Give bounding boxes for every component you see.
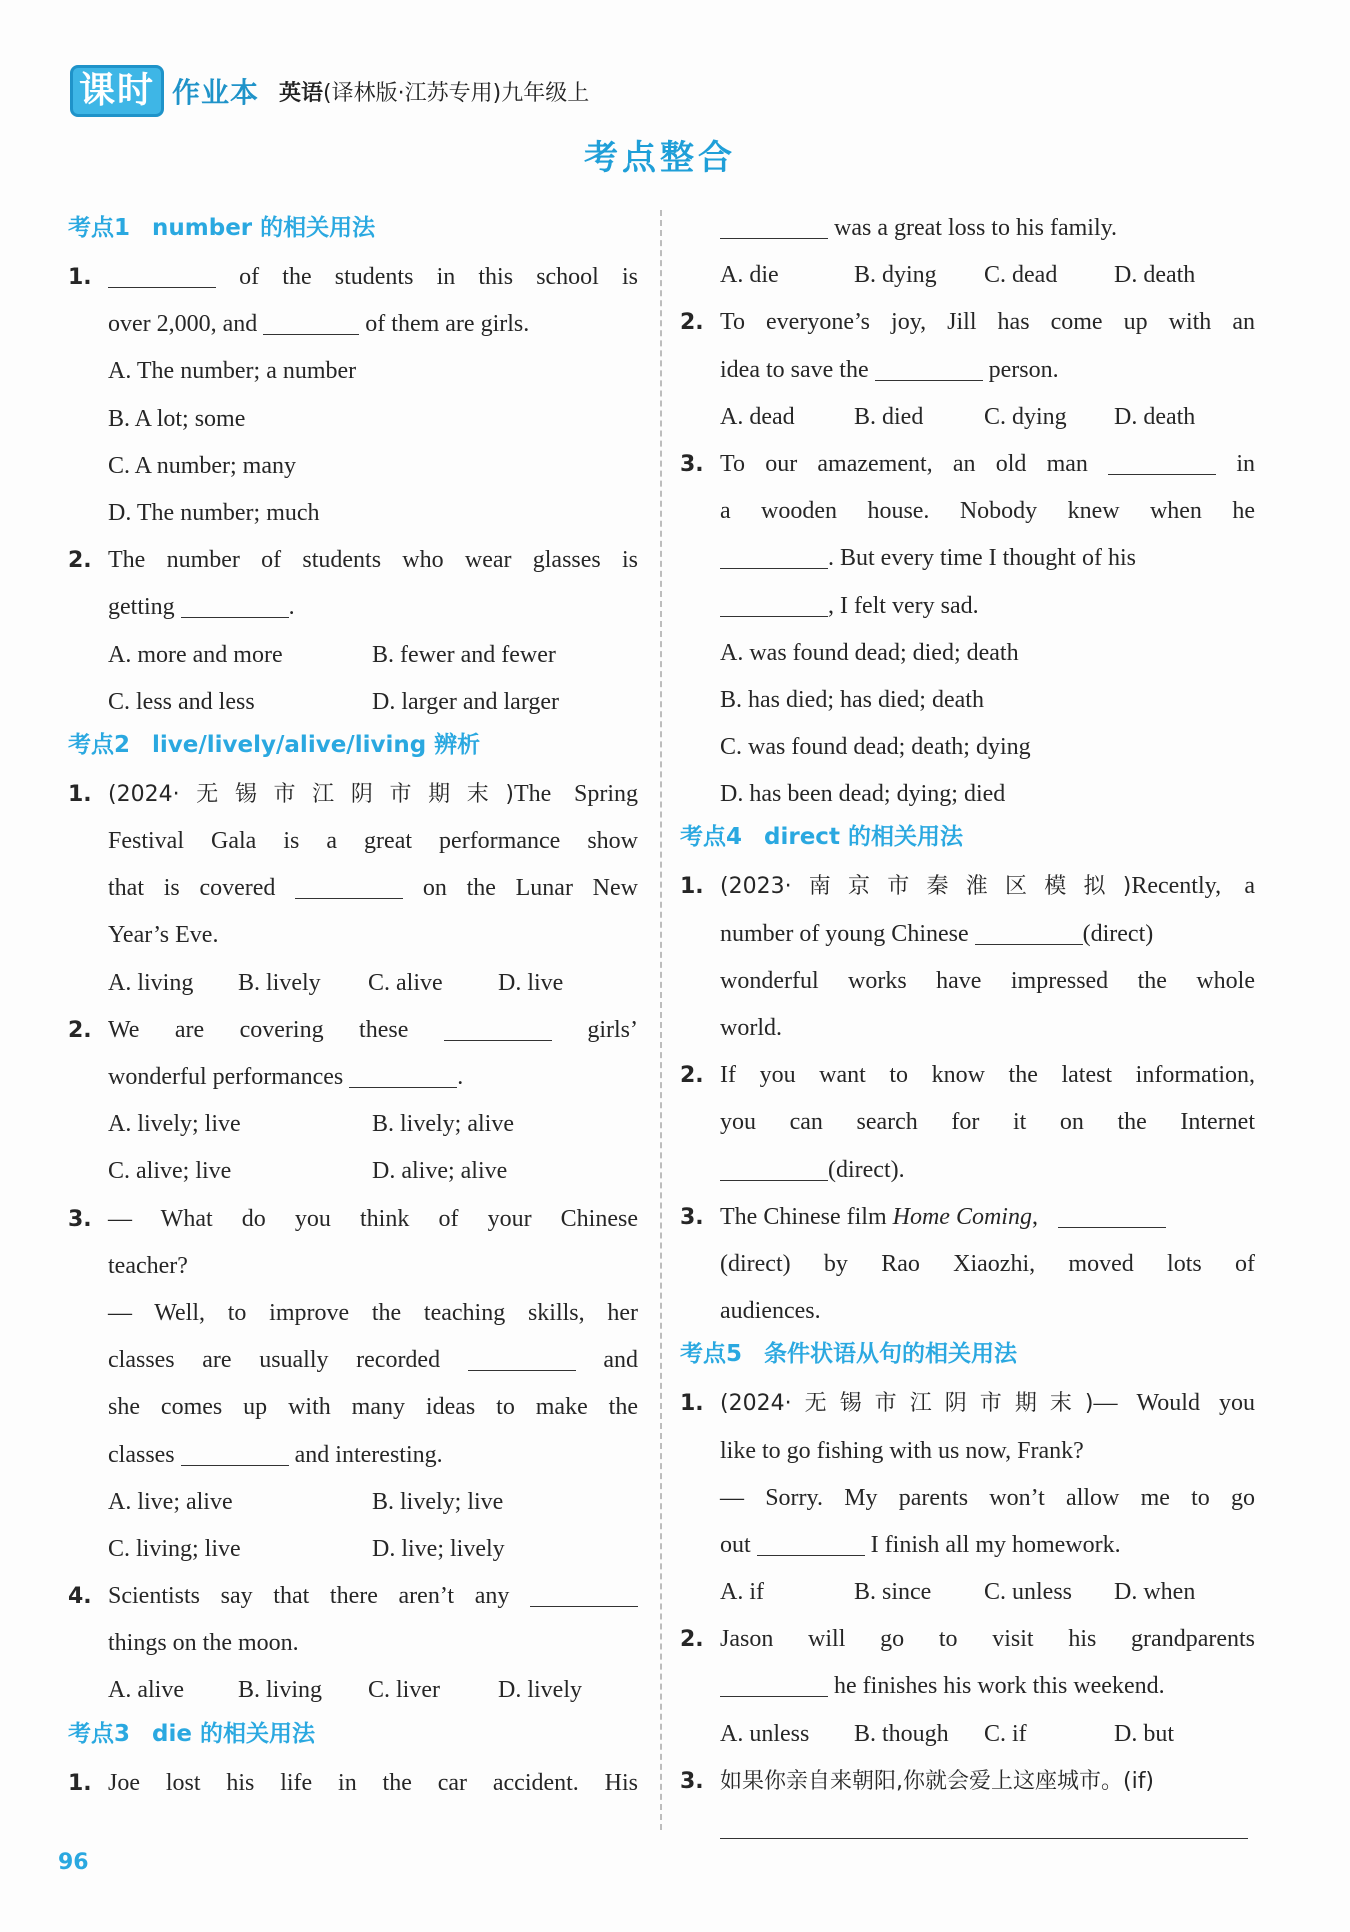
answer-blank[interactable]: [530, 1577, 638, 1607]
options-row: [680, 252, 1255, 299]
option-c[interactable]: C. dying: [984, 403, 1067, 430]
right-column: [680, 205, 1255, 1839]
question-line: audiences.: [720, 1298, 821, 1325]
question-line: — Well, to improve the teaching skills, her: [108, 1299, 638, 1326]
question-text: The Chinese film: [720, 1203, 887, 1230]
question-line: [680, 1522, 1255, 1569]
logo: [70, 65, 259, 117]
question-text: person.: [988, 356, 1059, 383]
question-number: 1.: [68, 781, 92, 807]
question-text: (direct).: [828, 1156, 905, 1183]
option-a[interactable]: A. live; alive: [108, 1488, 233, 1515]
question-text: in: [1236, 450, 1256, 477]
question-text: of the students in this school is: [239, 264, 639, 290]
question-text: and interesting.: [294, 1441, 443, 1468]
question-text: Recently, a: [1131, 873, 1255, 900]
question-text: The Spring: [514, 780, 638, 807]
question-line: [68, 1573, 638, 1620]
question-source: (2024·无锡市江阴市期末): [720, 1391, 1094, 1417]
option-c[interactable]: C. liver: [368, 1677, 440, 1704]
question-number: 2.: [680, 310, 704, 336]
question-line: [680, 205, 1255, 252]
answer-blank[interactable]: [875, 351, 983, 381]
option-c[interactable]: C. alive; live: [108, 1158, 232, 1185]
section-heading: direct 的相关用法: [764, 824, 963, 851]
option-a[interactable]: A. dead: [720, 403, 795, 430]
answer-blank[interactable]: [181, 588, 289, 618]
question-number: 1.: [68, 265, 92, 290]
question-line: world.: [720, 1015, 782, 1041]
option-d[interactable]: D. alive; alive: [372, 1158, 508, 1185]
answer-blank[interactable]: [263, 305, 359, 335]
question-number: 3.: [680, 1204, 704, 1230]
question-text: getting: [108, 594, 175, 621]
question-text: (direct): [1082, 920, 1154, 947]
page-title: 考点整合: [584, 138, 736, 178]
question-text: of them are girls.: [365, 311, 530, 338]
option-a[interactable]: A. if: [720, 1579, 764, 1606]
question-line: [680, 347, 1255, 394]
options-row: [68, 1148, 638, 1195]
option-d[interactable]: D. live; lively: [372, 1535, 505, 1562]
question-text: Joe lost his life in the car accident. His: [108, 1769, 638, 1796]
question-text: over 2,000, and: [108, 311, 258, 338]
question-line: [680, 299, 1255, 346]
options-row: [68, 960, 638, 1007]
question-text: out: [720, 1531, 751, 1558]
answer-blank[interactable]: [720, 209, 828, 239]
option-d[interactable]: D. larger and larger: [372, 688, 560, 715]
option-c[interactable]: C. unless: [984, 1579, 1073, 1606]
options-row: [68, 1101, 638, 1148]
question-number: 1.: [68, 1770, 92, 1796]
question-line: teacher?: [108, 1252, 188, 1279]
question-line: — Sorry. My parents won’t allow me to go: [720, 1484, 1255, 1511]
options-row: [68, 1667, 638, 1714]
answer-blank[interactable]: [720, 539, 828, 569]
column-divider: [660, 210, 662, 1830]
question-text: . But every time I thought of his: [828, 545, 1136, 572]
section-5-title: [680, 1331, 1255, 1377]
answer-blank[interactable]: [1058, 1198, 1166, 1228]
question-line: like to go fishing with us now, Frank?: [720, 1437, 1084, 1464]
question-text: classes: [108, 1441, 175, 1468]
option-c[interactable]: C. dead: [984, 262, 1058, 289]
question-line: [68, 771, 638, 818]
book-info: [279, 76, 589, 107]
option-b[interactable]: B. living: [238, 1677, 323, 1704]
question-text: The number of students who wear glasses is: [108, 547, 638, 574]
question-text: Scientists say that there aren’t any: [108, 1583, 510, 1610]
option-b[interactable]: B. fewer and fewer: [372, 641, 556, 668]
section-heading: die 的相关用法: [152, 1720, 315, 1747]
answer-blank[interactable]: [181, 1436, 289, 1466]
option-d[interactable]: D. The number; much: [108, 499, 320, 526]
question-line: [680, 535, 1255, 582]
question-line: [680, 1052, 1255, 1099]
question-source: (2024·无锡市江阴市期末): [108, 781, 515, 807]
question-line: [68, 537, 638, 584]
option-a[interactable]: A. lively; live: [108, 1111, 241, 1138]
option-c[interactable]: C. alive: [368, 969, 443, 996]
question-source: (2023·南京市秦淮区模拟): [720, 874, 1132, 900]
section-number: 考点5: [680, 1341, 743, 1368]
question-text: girls’: [587, 1016, 639, 1043]
film-title: Home Coming: [892, 1203, 1032, 1230]
logo-sub: 作业本: [172, 76, 260, 109]
option-d[interactable]: D. death: [1114, 262, 1196, 289]
option-d[interactable]: D. when: [1114, 1579, 1196, 1606]
answer-blank[interactable]: [975, 915, 1083, 945]
page-number: 96: [58, 1850, 89, 1875]
option-a[interactable]: A. die: [720, 262, 779, 289]
option-b[interactable]: B. lively; live: [372, 1488, 504, 1515]
question-number: 3.: [680, 451, 704, 477]
question-text: .: [288, 594, 295, 621]
question-text: I finish all my homework.: [870, 1531, 1121, 1558]
options-row: [680, 1569, 1255, 1616]
question-text: that is covered: [108, 875, 276, 902]
options-row: [68, 1526, 638, 1573]
question-number: 2.: [68, 548, 92, 574]
question-text: If you want to know the latest information,: [720, 1062, 1255, 1089]
question-number: 3.: [680, 1768, 704, 1794]
question-line: [680, 1380, 1255, 1427]
question-line: [68, 584, 638, 631]
question-text: idea to save the: [720, 356, 869, 383]
question-text: on the Lunar New: [422, 875, 638, 902]
options-row: [680, 1711, 1255, 1758]
question-line: [680, 1758, 1255, 1805]
question-line: you can search for it on the Internet: [720, 1109, 1255, 1136]
option-b[interactable]: B. lively: [238, 969, 321, 996]
question-line: [68, 1007, 638, 1054]
question-line: [68, 1337, 638, 1384]
option-a[interactable]: A. alive: [108, 1677, 184, 1704]
question-line: a wooden house. Nobody knew when he: [720, 498, 1255, 525]
option-d[interactable]: D. live: [498, 969, 564, 996]
answer-blank[interactable]: [349, 1058, 457, 1088]
option-d[interactable]: D. death: [1114, 403, 1196, 430]
section-number: 考点3: [68, 1720, 131, 1747]
header: [70, 66, 589, 116]
question-line: wonderful works have impressed the whole: [720, 967, 1255, 994]
option-b[interactable]: B. lively; alive: [372, 1111, 514, 1138]
option-c[interactable]: C. less and less: [108, 688, 255, 715]
section-4-title: [680, 814, 1255, 860]
question-text: number of young Chinese: [720, 920, 969, 947]
question-line: [68, 1196, 638, 1243]
question-text: Jason will go to visit his grandparents: [720, 1626, 1255, 1653]
option-a[interactable]: A. The number; a number: [108, 358, 357, 385]
question-text: To everyone’s joy, Jill has come up with an: [720, 309, 1255, 336]
question-line: [68, 1760, 638, 1807]
question-number: 1.: [680, 874, 704, 900]
edition: (译林版·江苏专用)九年级上: [323, 80, 590, 106]
question-text: classes are usually recorded: [108, 1347, 441, 1374]
answer-blank[interactable]: [720, 1667, 828, 1697]
question-line: [68, 1432, 638, 1479]
option-d[interactable]: D. but: [1114, 1720, 1174, 1747]
options-row: [68, 632, 638, 679]
option-a[interactable]: A. was found dead; died; death: [720, 639, 1019, 666]
question-text: — What do you think of your Chinese: [108, 1205, 638, 1232]
section-1-title: [68, 205, 638, 251]
question-text: was a great loss to his family.: [834, 215, 1118, 241]
question-line: [68, 254, 638, 301]
answer-blank[interactable]: [108, 258, 216, 288]
options-row: [68, 679, 638, 726]
option-d[interactable]: D. lively: [498, 1677, 582, 1704]
question-text: We are covering these: [108, 1016, 409, 1043]
question-line: [680, 1147, 1255, 1194]
question-text: .: [457, 1064, 464, 1090]
option-b[interactable]: B. has died; has died; death: [720, 686, 984, 713]
answer-blank[interactable]: [1108, 445, 1216, 475]
question-text: 如果你亲自来朝阳,你就会爱上这座城市。(if): [720, 1768, 1155, 1794]
question-text: and: [603, 1347, 638, 1374]
answer-blank[interactable]: [444, 1011, 552, 1041]
option-b[interactable]: B. A lot; some: [108, 405, 246, 432]
question-line: [680, 1194, 1255, 1241]
question-line: [680, 441, 1255, 488]
question-line: [680, 911, 1255, 958]
question-number: 2.: [68, 1017, 92, 1043]
question-line: [68, 865, 638, 912]
answer-blank[interactable]: [468, 1341, 576, 1371]
option-d[interactable]: D. has been dead; dying; died: [720, 781, 1006, 808]
question-line: [680, 1616, 1255, 1663]
option-b[interactable]: B. dying: [854, 262, 937, 289]
option-b[interactable]: B. though: [854, 1720, 949, 1747]
subject: 英语: [279, 80, 324, 106]
section-number: 考点2: [68, 731, 131, 758]
option-a[interactable]: A. more and more: [108, 641, 283, 668]
question-line: [68, 1054, 638, 1101]
section-number: 考点4: [680, 824, 743, 851]
answer-blank[interactable]: [720, 587, 828, 617]
section-heading: number 的相关用法: [152, 215, 376, 241]
question-line: [680, 1663, 1255, 1710]
option-c[interactable]: C. if: [984, 1720, 1027, 1747]
section-2-title: [68, 722, 638, 768]
question-number: 2.: [680, 1063, 704, 1089]
option-b[interactable]: B. since: [854, 1579, 932, 1606]
question-text: ,: [1031, 1203, 1038, 1230]
question-line: (direct) by Rao Xiaozhi, moved lots of: [720, 1250, 1255, 1277]
question-line: things on the moon.: [108, 1630, 299, 1657]
question-number: 1.: [680, 1391, 704, 1417]
translation-answer-line[interactable]: [720, 1805, 1248, 1839]
options-row: [68, 1479, 638, 1526]
option-b[interactable]: B. died: [854, 403, 924, 430]
question-number: 4.: [68, 1584, 92, 1610]
question-text: , I felt very sad.: [828, 592, 979, 619]
option-c[interactable]: C. was found dead; death; dying: [720, 734, 1031, 761]
left-column: [68, 205, 638, 1807]
question-number: 2.: [680, 1627, 704, 1653]
option-a[interactable]: A. unless: [720, 1720, 810, 1747]
logo-main: 课时: [70, 65, 164, 117]
question-line: Festival Gala is a great performance show: [108, 828, 638, 855]
option-c[interactable]: C. A number; many: [108, 452, 296, 479]
answer-blank[interactable]: [295, 869, 403, 899]
answer-blank[interactable]: [720, 1151, 828, 1181]
options-row: [680, 394, 1255, 441]
section-number: 考点1: [68, 215, 131, 241]
question-line: [68, 301, 638, 348]
question-text: he finishes his work this weekend.: [834, 1673, 1165, 1700]
section-3-title: [68, 1711, 638, 1757]
option-a[interactable]: A. living: [108, 969, 194, 996]
question-line: Year’s Eve.: [108, 922, 219, 949]
question-line: [680, 583, 1255, 630]
question-text: wonderful performances: [108, 1064, 344, 1090]
question-text: — Would you: [1093, 1390, 1255, 1417]
answer-blank[interactable]: [757, 1526, 865, 1556]
question-line: [680, 863, 1255, 910]
section-heading: live/lively/alive/living 辨析: [152, 731, 481, 758]
question-number: 3.: [68, 1206, 92, 1232]
section-heading: 条件状语从句的相关用法: [764, 1341, 1018, 1368]
option-c[interactable]: C. living; live: [108, 1535, 241, 1562]
question-text: To our amazement, an old man: [720, 450, 1088, 477]
question-line: she comes up with many ideas to make the: [108, 1394, 638, 1421]
